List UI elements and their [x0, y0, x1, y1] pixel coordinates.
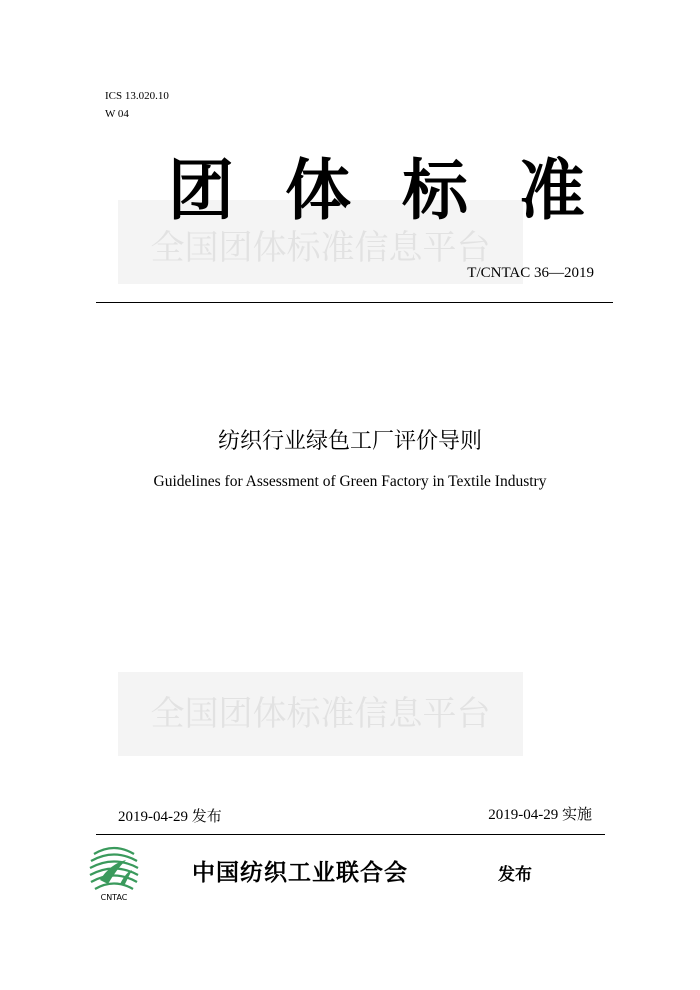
watermark-top: 全国团体标准信息平台 — [118, 200, 523, 284]
header-divider — [96, 302, 613, 303]
standard-number: T/CNTAC 36—2019 — [467, 265, 594, 281]
document-title-en: Guidelines for Assessment of Green Factory in Textile Industry — [153, 473, 547, 490]
classification-block — [105, 87, 169, 123]
implement-date: 2019-04-29 实施 — [488, 807, 592, 823]
page-title: 团 体 标 准 — [168, 151, 599, 229]
footer-divider — [96, 834, 605, 835]
document-title-cn: 纺织行业绿色工厂评价导则 — [217, 429, 482, 454]
category-code: W 04 — [105, 108, 129, 120]
logo-text: CNTAC — [100, 893, 128, 902]
issuing-organization: 中国纺织工业联合会 — [192, 859, 408, 886]
issue-label: 发布 — [498, 865, 532, 885]
ics-code: ICS 13.020.10 — [105, 90, 169, 102]
publish-date: 2019-04-29 发布 — [118, 809, 222, 825]
watermark-bottom: 全国团体标准信息平台 — [118, 672, 523, 756]
